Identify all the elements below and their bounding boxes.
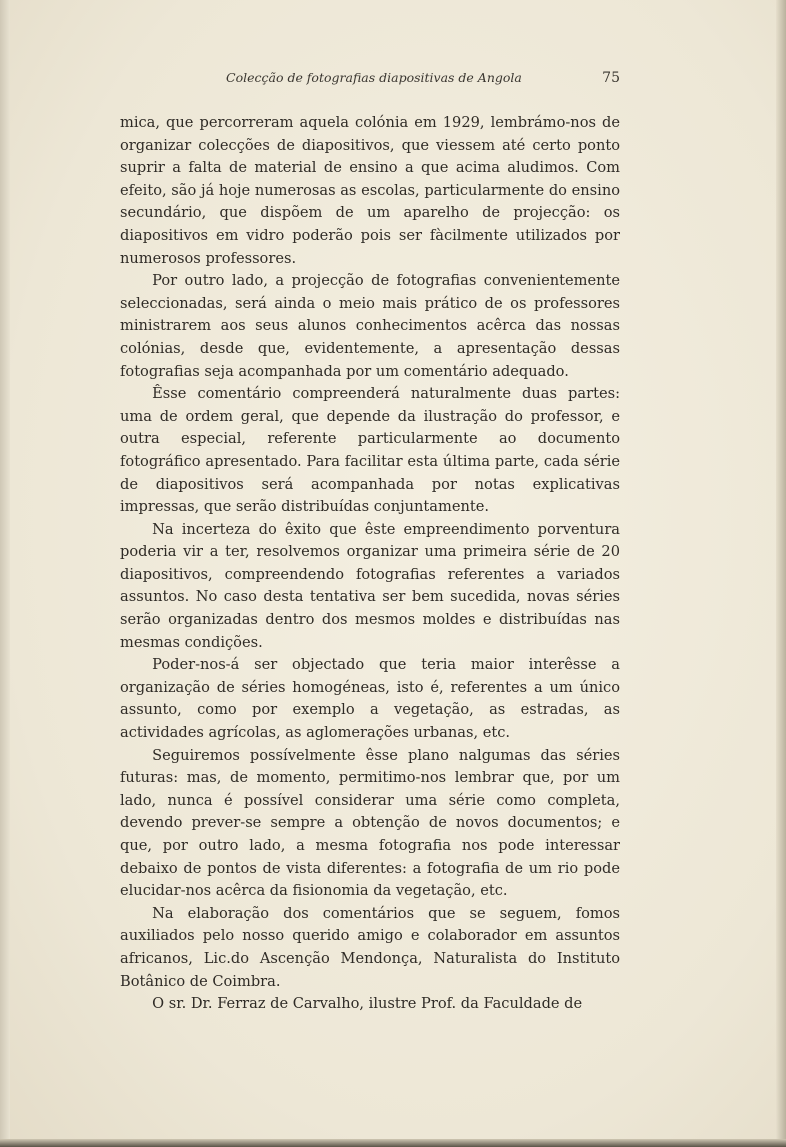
page-bottom-edge [0,1139,786,1147]
paragraph-3: Êsse comentário compreenderá naturalmente duas partes: uma de ordem geral, que depende da ilustração do professor, e outra especial, referente particularmente ao documento fotográfico apresentado. Para facilitar esta última parte, cada série de diapositivos será acompanhada por notas explicativas impressas, que serão distribuídas conjuntamente. [120,385,620,516]
paragraph-7: Na elaboração dos comentários que se seguem, fomos auxiliados pelo nosso querido amigo e colaborador em assuntos africanos, Lic.do Ascenção Mendonça, Naturalista do Instituto Botânico de Coimbra. [120,904,620,990]
paragraph-8: O sr. Dr. Ferraz de Carvalho, ilustre Prof. da Faculdade de [152,995,583,1013]
running-head [120,70,620,86]
page-number: 75 [602,70,620,86]
paragraph-2: Por outro lado, a projecção de fotografias convenientemente seleccionadas, será ainda o meio mais prático de os professores ministrarem aos seus alunos conhecimentos acêrca das nossas colónias, desde que, evidentemente, a apresentação dessas fotografias seja acompanhada por um comentário adequado. [120,272,620,380]
body-text [120,112,620,1016]
running-title: Colecção de fotografias diapositivas de Angola [226,70,522,85]
page-right-edge [776,0,786,1147]
paragraph-6: Seguiremos possívelmente êsse plano nalgumas das séries futuras: mas, de momento, permitimo-nos lembrar que, por um lado, nunca é possível considerar uma série como completa, devendo prever-se sempre a obtenção de novos documentos; e que, por outro lado, a mesma fotografia nos pode interessar debaixo de pontos de vista diferentes: a fotografia de um rio pode elucidar-nos acêrca da fisionomia da vegetação, etc. [120,746,620,900]
page-left-edge [0,0,10,1147]
paragraph-5: Poder-nos-á ser objectado que teria maior interêsse a organização de séries homogéneas, isto é, referentes a um único assunto, como por exemplo a vegetação, as estradas, as actividades agrícolas, as aglomerações urbanas, etc. [120,656,620,742]
paragraph-4: Na incerteza do êxito que êste empreendimento porventura poderia vir a ter, resolvemos organizar uma primeira série de 20 diapositivos, compreendendo fotografias referentes a variados assuntos. No caso desta tentativa ser bem sucedida, novas séries serão organizadas dentro dos mesmos moldes e distribuídas nas mesmas condições. [120,520,620,651]
paragraph-1: mica, que percorreram aquela colónia em 1929, lembrámo-nos de organizar colecções de diapositivos, que viessem até certo ponto suprir a falta de material de ensino a que acima aludimos. Com efeito, são já hoje numerosas as escolas, particularmente do ensino secundário, que dispõem de um aparelho de projecção: os diapositivos em vidro poderão pois ser fàcilmente utilizados por numerosos professores. [120,114,620,267]
